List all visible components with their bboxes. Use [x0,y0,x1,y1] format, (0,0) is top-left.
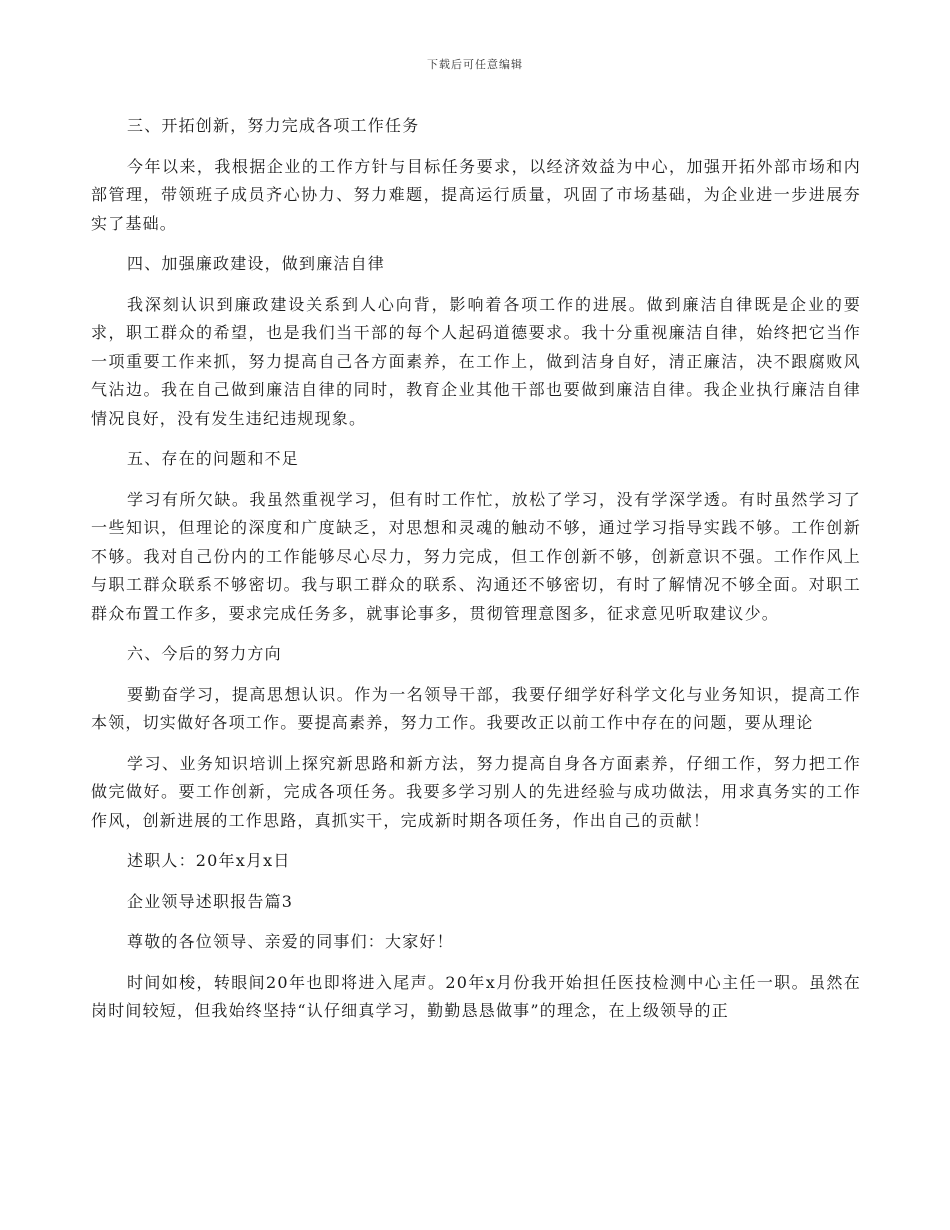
section-heading-5: 五、存在的问题和不足 [127,449,300,468]
document-body [91,112,861,1038]
section-heading-4: 四、加强廉政建设，做到廉洁自律 [127,254,386,273]
paragraph: 学习有所欠缺。我虽然重视学习，但有时工作忙，放松了学习，没有学深学透。有时虽然学习了一些知识，但理论的深度和广度缺乏，对思想和灵魂的触动不够，通过学习指导实践不够。工作创新不够。我对自己份内的工作能够尽心尽力，努力完成，但工作创新不够，创新意识不强。工作作风上与职工群众联系不够密切。我与职工群众的联系、沟通还不够密切，有时了解情况不够全面。对职工群众布置工作多，要求完成任务多，就事论事多，贯彻管理意图多，征求意见听取建议少。 [91,489,861,623]
paragraph: 我深刻认识到廉政建设关系到人心向背，影响着各项工作的进展。做到廉洁自律既是企业的要求，职工群众的希望，也是我们当干部的每个人起码道德要求。我十分重视廉洁自律，始终把它当作一项重要工作来抓，努力提高自己各方面素养，在工作上，做到洁身自好，清正廉洁，决不跟腐败风气沾边。我在自己做到廉洁自律的同时，教育企业其他干部也要做到廉洁自律。我企业执行廉洁自律情况良好，没有发生违纪违规现象。 [91,294,861,428]
signature-line: 述职人：20年x月x日 [127,851,291,870]
section-heading-6: 六、今后的努力方向 [127,644,282,663]
paragraph: 今年以来，我根据企业的工作方针与目标任务要求，以经济效益为中心，加强开拓外部市场和内部管理，带领班子成员齐心协力、努力难题，提高运行质量，巩固了市场基础，为企业进一步进展夯实了基础。 [91,156,861,233]
salutation: 尊敬的各位领导、亲爱的同事们：大家好！ [127,932,454,951]
page-header: 下载后可任意编辑 [427,58,523,71]
report-title: 企业领导述职报告篇3 [127,891,294,911]
paragraph: 学习、业务知识培训上探究新思路和新方法，努力提高自身各方面素养，仔细工作，努力把工作做完做好。要工作创新，完成各项任务。我要多学习别人的先进经验与成功做法，用求真务实的工作作风，创新进展的工作思路，真抓实干，完成新时期各项任务，作出自己的贡献！ [91,753,861,830]
paragraph: 要勤奋学习，提高思想认识。作为一名领导干部，我要仔细学好科学文化与业务知识，提高工作本领，切实做好各项工作。要提高素养，努力工作。我要改正以前工作中存在的问题，要从理论 [91,684,861,732]
paragraph: 时间如梭，转眼间20年也即将进入尾声。20年x月份我开始担任医技检测中心主任一职。虽然在岗时间较短，但我始终坚持“认仔细真学习，勤勤恳恳做事”的理念，在上级领导的正 [91,972,861,1020]
section-heading-3: 三、开拓创新，努力完成各项工作任务 [127,116,420,135]
